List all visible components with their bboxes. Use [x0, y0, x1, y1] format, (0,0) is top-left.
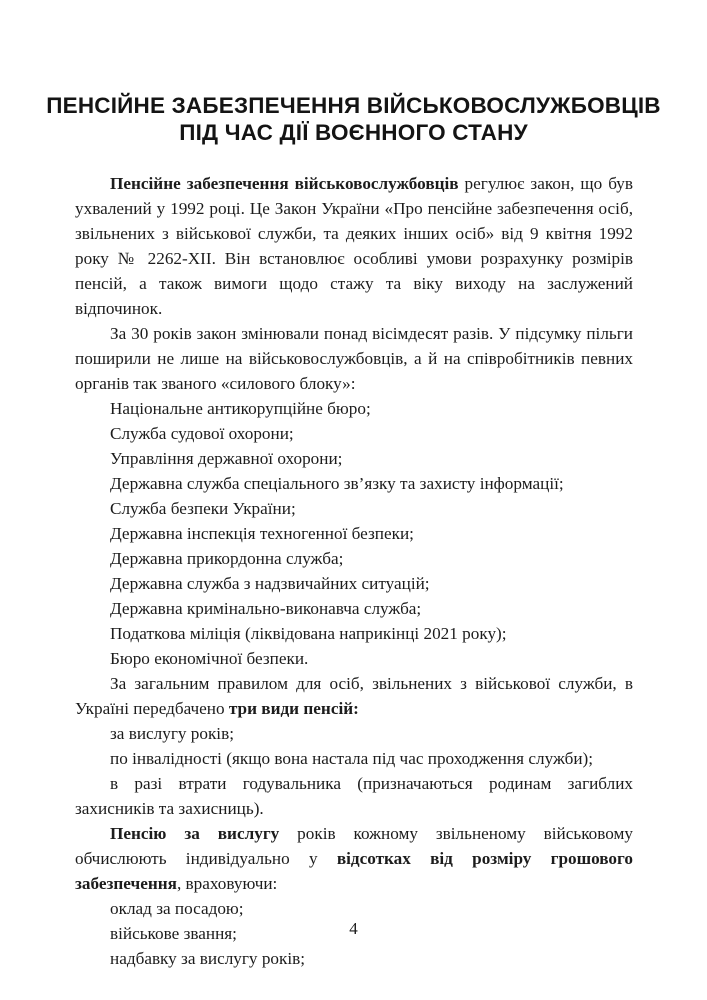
document-body: [75, 171, 633, 971]
paragraph: [75, 671, 633, 721]
list-item: [75, 546, 633, 571]
text-segment: Державна служба спеціального зв’язку та захисту інформації;: [110, 474, 564, 493]
list-item: [75, 496, 633, 521]
list-item: [75, 471, 633, 496]
bold-text-segment: відсотках від розміру грошового забезпечення: [75, 849, 633, 893]
text-segment: За загальним правилом для осіб, звільнених з військової служби, в Україні передбачено: [75, 674, 633, 718]
text-segment: за вислугу років;: [110, 724, 234, 743]
text-segment: оклад за посадою;: [110, 899, 244, 918]
text-segment: Національне антикорупційне бюро;: [110, 399, 371, 418]
text-segment: Державна інспекція техногенної безпеки;: [110, 524, 414, 543]
list-item: [75, 621, 633, 646]
paragraph: [75, 321, 633, 396]
page-title: [40, 92, 667, 146]
page-title-line-1: ПЕНСІЙНЕ ЗАБЕЗПЕЧЕННЯ ВІЙСЬКОВОСЛУЖБОВЦІВ: [46, 93, 661, 118]
list-item: [75, 596, 633, 621]
list-item: [75, 946, 633, 971]
list-item: [75, 771, 633, 821]
text-segment: Державна кримінально-виконавча служба;: [110, 599, 422, 618]
text-segment: Служба безпеки України;: [110, 499, 296, 518]
bold-text-segment: три види пенсій:: [228, 699, 359, 718]
page-title-line-2: ПІД ЧАС ДІЇ ВОЄННОГО СТАНУ: [179, 120, 528, 145]
list-item: [75, 446, 633, 471]
text-segment: Податкова міліція (ліквідована наприкінці 2021 року);: [110, 624, 507, 643]
text-segment: надбавку за вислугу років;: [110, 949, 306, 968]
text-segment: по інвалідності (якщо вона настала під час проходження служби);: [110, 749, 594, 768]
list-item: [75, 396, 633, 421]
list-item: [75, 571, 633, 596]
list-item: [75, 721, 633, 746]
text-segment: Державна служба з надзвичайних ситуацій;: [110, 574, 430, 593]
text-segment: Управління державної охорони;: [110, 449, 343, 468]
bold-text-segment: Пенсійне забезпечення військовослужбовців: [110, 174, 459, 193]
paragraph: [75, 821, 633, 896]
list-item: [75, 896, 633, 921]
text-segment: військове звання;: [110, 924, 237, 943]
list-item: [75, 646, 633, 671]
paragraph: [75, 171, 633, 321]
list-item: [75, 521, 633, 546]
text-segment: регулює закон, що був ухвалений у 1992 році. Це Закон України «Про пенсійне забезпечення осіб, звільнених з військової служби, та деяких інших осіб» від 9 квітня 1992 року № 2262-XII. Він встановлює особливі умови розрахунку розмірів пенсій, а також вимоги щодо стажу та віку виходу на заслужений відпочинок.: [75, 174, 633, 318]
text-segment: Державна прикордонна служба;: [110, 549, 344, 568]
list-item: [75, 746, 633, 771]
list-item: [75, 421, 633, 446]
text-segment: років кожному звільненому військовому обчислюють індивідуально у: [75, 824, 633, 868]
page-number: 4: [349, 919, 358, 938]
text-segment: Служба судової охорони;: [110, 424, 294, 443]
bold-text-segment: Пенсію за вислугу: [110, 824, 280, 843]
text-segment: в разі втрати годувальника (призначаються родинам загиблих захисників та захисниць).: [75, 774, 633, 818]
text-segment: Бюро економічної безпеки.: [110, 649, 309, 668]
text-segment: За 30 років закон змінювали понад вісімдесят разів. У підсумку пільги поширили не лише на військовослужбовців, а й на співробітників певних органів так званого «силового блоку»:: [75, 324, 633, 393]
text-segment: , враховуючи:: [176, 874, 278, 893]
